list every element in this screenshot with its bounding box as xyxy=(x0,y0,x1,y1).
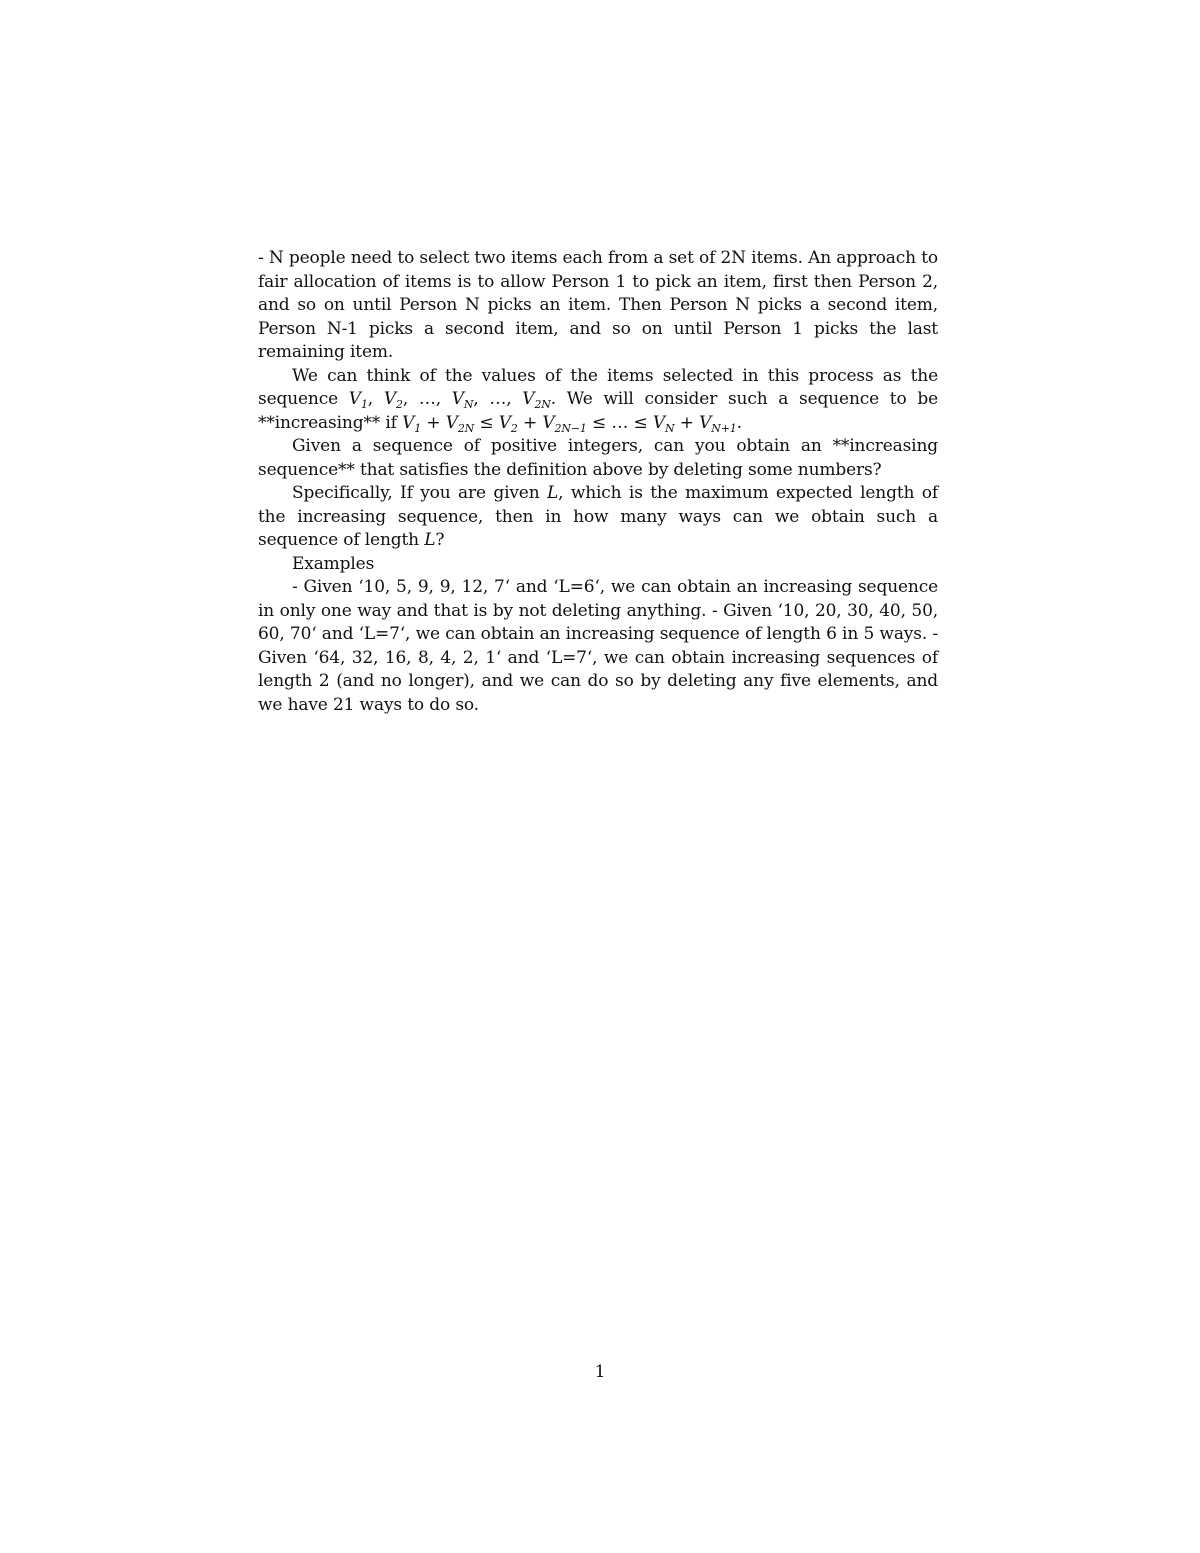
page-number: 1 xyxy=(594,1362,606,1382)
question-text: Given a sequence of positive integers, can you obtain an **increasing sequence** that satisfies the definition above by deleting some numbers? xyxy=(258,436,938,480)
examples-heading xyxy=(258,553,938,577)
sequence-formula: $V_1$, $V_2$, …, $V_N$, …, $V_{2N}$ xyxy=(348,389,551,411)
variable-L: L xyxy=(546,483,559,503)
intro-text: - N people need to select two items each from a set of 2N items. An approach to fair allocation of items is to allow Person 1 to pick an item, first then Person 2, and so on until Person N picks an item. Then Person N picks a second item, Person N-1 picks a second item, and so on until Person 1 picks the last remaining item. xyxy=(258,248,938,362)
increasing-condition-formula: $V_1 + V_{2N} \le V_2 + V_{2N-1}$ ≤ … ≤ $V_N + V_{N+1}$ xyxy=(402,412,737,435)
specific-text-a: Specifically, If you are given xyxy=(292,483,540,503)
examples-text: - Given ‘10, 5, 9, 9, 12, 7‘ and ‘L=6‘, we can obtain an increasing sequence in only one way and that is by not deleting anything. - Given ‘10, 20, 30, 40, 50, 60, 70‘ and ‘L=7‘, we can obtain an increasing sequence of length 6 in 5 ways. - Given ‘64, 32, 16, 8, 4, 2, 1‘ and ‘L=7‘, we can obtain increasing sequences of length 2 (and no longer), and we can do so by deleting any five elements, and we have 21 ways to do so. xyxy=(258,577,938,715)
question-paragraph xyxy=(258,435,938,482)
intro-paragraph xyxy=(258,247,938,365)
sequence-paragraph xyxy=(258,365,938,436)
sequence-text-a: We can think of the values of the items selected in this process as the sequence xyxy=(258,365,938,409)
specific-paragraph xyxy=(258,482,938,553)
specific-text-c: ? xyxy=(435,530,445,550)
sequence-text-b: . We will consider such a sequence to be **increasing** if xyxy=(258,389,938,433)
examples-heading-text: Examples xyxy=(292,553,375,574)
page-body xyxy=(258,247,938,717)
variable-L-second: L xyxy=(424,530,436,550)
specific-text-b: , which is the maximum expected length of the increasing sequence, then in how many ways can we obtain such a sequence of length xyxy=(258,483,938,550)
sequence-end: . xyxy=(736,412,742,433)
examples-paragraph xyxy=(258,576,938,717)
